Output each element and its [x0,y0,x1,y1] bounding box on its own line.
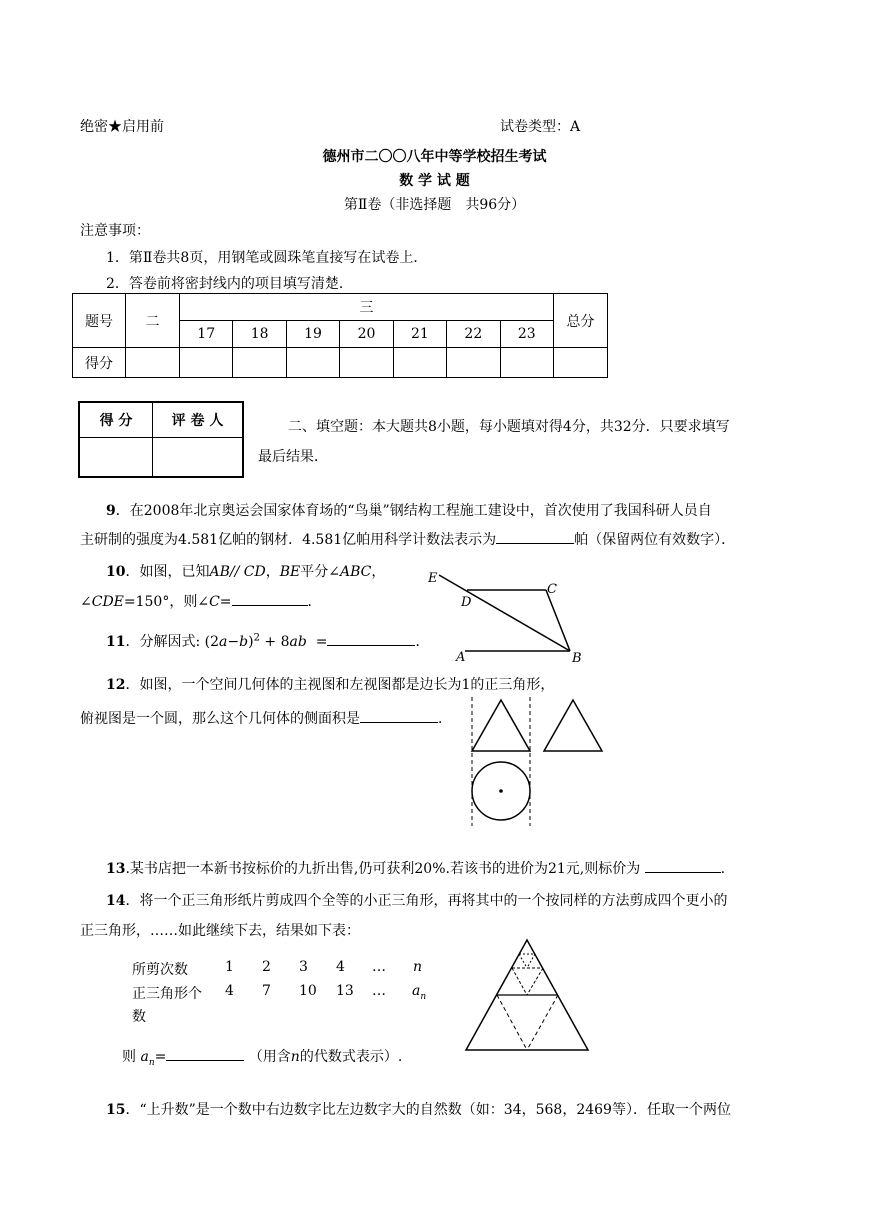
question-number: 17 [180,321,233,348]
section2-intro: 二、填空题：本大题共8小题，每小题填对得4分，共32分．只要求填写 [288,419,730,435]
q10-label-d: D [461,595,472,610]
note-item: 1．第Ⅱ卷共8页，用钢笔或圆珠笔直接写在试卷上． [106,250,428,266]
total-header: 总分 [554,294,608,348]
paper-type: 试卷类型：A [500,119,581,135]
notes-heading: 注意事项： [80,223,150,239]
q14-row2-label: 正三角形个 [132,986,202,1002]
q9-line2: 主研制的强度为4.581亿帕的钢材．4.581亿帕用科学计数法表示为 帕（保留两位有效数字）． [80,532,736,548]
part3-header: 三 [180,294,554,321]
q14-cell: 13 [336,983,354,999]
q11-line: 11．分解因式: $(2a-b)^2 + 8ab$ = ． [106,632,430,650]
q10-label-c: C [547,582,557,597]
q14-line1: 14．将一个正三角形纸片剪成四个全等的小正三角形，再将其中的一个按同样的方法剪成四个更小的 [106,893,728,909]
q9-line1: 9．在2008年北京奥运会国家体育场的“鸟巢”钢结构工程施工建设中，首次使用了我国科研人员自 [106,503,712,519]
row-label-question: 题号 [73,294,126,348]
question-number: 22 [447,321,500,348]
q14-cell: 4 [225,983,234,999]
grader-name-label: 评 卷 人 [153,402,244,437]
question-number: 18 [233,321,286,348]
page-title: 德州市二〇〇八年中等学校招生考试 [322,149,547,165]
part2-header: 二 [126,294,180,348]
q10-label-a: A [456,650,466,665]
q14-cell: 10 [299,983,317,999]
q14-row2-label-cont: 数 [132,1009,146,1025]
q13-line: 13.某书店把一本新书按标价的九折出售,仍可获利20%.若该书的进价为21元,则标价为 . [106,861,726,877]
q14-cell: … [372,959,386,975]
q14-line2: 正三角形，……如此继续下去，结果如下表： [80,923,360,939]
q12-line2: 俯视图是一个圆，那么这个几何体的侧面积是 ． [80,711,452,727]
q14-cell: … [372,983,386,999]
volume-label: 第Ⅱ卷（非选择题 共96分） [343,197,526,213]
q14-row1-label: 所剪次数 [132,962,188,978]
question-number: 20 [340,321,393,348]
q10-line1: 10．如图，已知AB// CD，BE平分∠ABC， [106,564,386,580]
q10-label-e: E [428,571,438,586]
question-number: 19 [286,321,339,348]
section2-intro-cont: 最后结果． [258,449,328,465]
q14-cell: 4 [336,959,345,975]
q10-line2: ∠CDE=150°，则∠C= ． [80,594,322,610]
q14-cell: 7 [262,983,271,999]
q14-cell: $a_n$ [412,983,427,1002]
question-number: 21 [393,321,446,348]
q10-label-b: B [572,651,582,666]
q14-cell: 2 [262,959,271,975]
q12-line1: 12．如图，一个空间几何体的主视图和左视图都是边长为1的正三角形， [106,677,555,693]
grader-score-label: 得 分 [79,402,153,437]
row-label-score: 得分 [73,348,126,378]
q14-cell: 3 [299,959,308,975]
q14-answer-line: 则 $a_n=$ （用含n的代数式表示）. [122,1049,403,1068]
q14-cell: n [413,959,423,975]
q14-cell: 1 [225,959,234,975]
secret-label: 绝密★启用前 [80,119,164,135]
page-subtitle: 数 学 试 题 [399,173,470,189]
note-item: 2．答卷前将密封线内的项目填写清楚． [106,276,353,292]
question-number: 23 [500,321,553,348]
q15-line: 15．“上升数”是一个数中右边数字比左边数字大的自然数（如：34，568，2469等）．任取一个两位 [106,1102,731,1118]
